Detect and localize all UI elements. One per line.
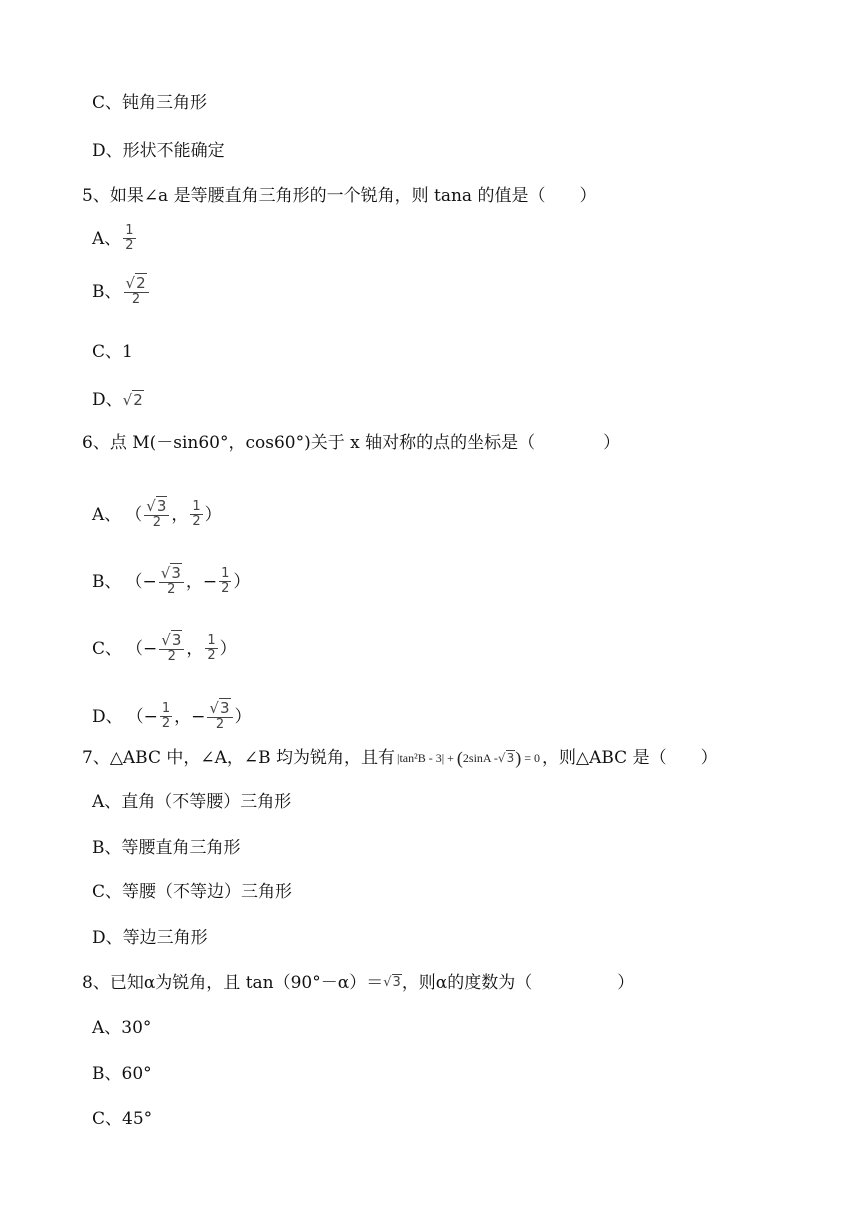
- option-label: B、: [92, 281, 122, 302]
- q5-option-c: [92, 340, 133, 364]
- fraction: [159, 566, 184, 597]
- separator: ，: [171, 504, 189, 525]
- q5-option-d: [92, 388, 144, 412]
- fraction: [219, 567, 231, 596]
- option-label: B、: [92, 1064, 122, 1084]
- open-paren: （: [125, 504, 143, 525]
- sign: −: [143, 638, 158, 659]
- close-paren: ）: [204, 504, 222, 525]
- fraction-numerator: 1: [125, 223, 134, 238]
- formula-part: +: [447, 751, 454, 765]
- radical: √3: [383, 975, 401, 990]
- q7-option-c: [92, 880, 292, 904]
- formula: | tan²B - 3 | + ( 2sinA - √3 ) = 0: [397, 748, 540, 768]
- open-paren: （: [126, 638, 144, 659]
- fraction-numerator: √2: [124, 276, 149, 293]
- fraction-denominator: 2: [167, 582, 176, 597]
- sign: −: [142, 571, 157, 592]
- fraction-numerator: √3: [159, 633, 184, 650]
- option-label: C、: [92, 93, 123, 113]
- fraction-denominator: 2: [192, 514, 201, 529]
- fraction-denominator: 2: [207, 648, 216, 663]
- fraction: [159, 633, 184, 664]
- q7-stem: [82, 746, 718, 770]
- fraction-numerator: 1: [161, 701, 171, 716]
- radicand: 2: [136, 274, 146, 292]
- q6-option-a: [92, 499, 222, 530]
- option-label: A、: [92, 228, 122, 249]
- q7-option-b: [92, 836, 241, 860]
- q5-option-a: [92, 224, 138, 253]
- fraction: [123, 224, 135, 253]
- option-label: C、: [92, 342, 123, 362]
- option-label: D、: [92, 141, 123, 161]
- q7-option-d: [92, 926, 208, 950]
- radicand: 3: [156, 497, 167, 515]
- option-label: A、: [92, 792, 122, 812]
- fraction: [207, 701, 232, 732]
- option-label: D、: [92, 706, 123, 727]
- fraction: [190, 500, 202, 529]
- open-paren: （: [126, 706, 144, 727]
- option-label: D、: [92, 390, 123, 410]
- fraction-numerator: 1: [207, 633, 216, 648]
- q8-stem: [82, 971, 634, 995]
- option-label: A、: [92, 504, 122, 525]
- fraction-numerator: √3: [207, 701, 232, 718]
- close-paren: ）: [234, 706, 252, 727]
- q6-option-b: [92, 566, 250, 597]
- option-text: 钝角三角形: [122, 93, 208, 113]
- q5-stem: 5、如果∠a 是等腰直角三角形的一个锐角，则 tana 的值是（ ）: [82, 186, 597, 206]
- option-text: 45°: [122, 1109, 153, 1129]
- option-text: 等边三角形: [122, 928, 208, 948]
- q6-option-c: [92, 633, 237, 664]
- radicand: 3: [506, 751, 515, 765]
- formula-part: tan²B - 3: [399, 751, 442, 765]
- fraction-numerator: 1: [221, 566, 230, 581]
- fraction-denominator: 2: [125, 238, 134, 253]
- fraction-numerator: 1: [192, 499, 201, 514]
- radicand: 3: [219, 699, 230, 717]
- stem-text: 7、△ABC 中，∠A，∠B 均为锐角，且有: [82, 748, 396, 768]
- paren: (: [456, 748, 463, 768]
- stem-text: ，则△ABC 是（ ）: [542, 748, 718, 768]
- fraction-denominator: 2: [221, 581, 230, 596]
- fraction: [160, 702, 172, 731]
- stem-text: 8、已知α为锐角，且 tan（90°－α）＝: [82, 973, 384, 993]
- sign: −: [191, 706, 206, 727]
- q4-option-c: [92, 91, 207, 115]
- close-paren: ）: [219, 638, 237, 659]
- formula-part: 2sinA -: [462, 751, 498, 765]
- fraction-denominator: 2: [152, 515, 161, 530]
- option-text: 1: [122, 342, 133, 362]
- q7-option-a: [92, 790, 291, 814]
- radicand: 3: [171, 564, 181, 582]
- fraction: [144, 499, 169, 530]
- q4-option-d: [92, 139, 225, 163]
- fraction-numerator: √3: [144, 499, 169, 516]
- abs-bar: |: [397, 751, 400, 765]
- sign: −: [143, 706, 158, 727]
- formula-part: = 0: [524, 751, 540, 765]
- option-text: 等腰直角三角形: [121, 838, 241, 858]
- option-text: 形状不能确定: [122, 141, 225, 161]
- separator: ，: [174, 706, 192, 727]
- fraction-numerator: √3: [159, 566, 184, 583]
- q8-option-a: [92, 1016, 151, 1040]
- option-text: 等腰（不等边）三角形: [122, 882, 293, 902]
- q8-option-b: [92, 1062, 152, 1086]
- stem-text: ，则α的度数为（ ）: [401, 973, 635, 993]
- separator: ，: [185, 571, 203, 592]
- option-label: D、: [92, 928, 123, 948]
- fraction-denominator: 2: [215, 717, 225, 732]
- option-label: C、: [92, 1109, 123, 1129]
- sign: −: [202, 571, 218, 592]
- radicand: 3: [392, 975, 401, 990]
- q5-option-b: [92, 276, 151, 307]
- option-label: C、: [92, 882, 123, 902]
- fraction: [124, 276, 149, 307]
- option-text: 直角（不等腰）三角形: [121, 792, 292, 812]
- fraction-denominator: 2: [131, 292, 141, 307]
- abs-bar: |: [441, 751, 445, 765]
- open-paren: （: [125, 571, 143, 592]
- paren: ): [515, 748, 522, 768]
- option-label: A、: [92, 1018, 122, 1038]
- option-label: B、: [92, 571, 122, 592]
- q6-stem: 6、点 M(－sin60°，cos60°)关于 x 轴对称的点的坐标是（ ）: [82, 433, 621, 453]
- close-paren: ）: [233, 571, 251, 592]
- q6-option-d: [92, 701, 252, 732]
- option-label: C、: [92, 638, 123, 659]
- fraction-denominator: 2: [161, 716, 171, 731]
- q8-option-c: [92, 1107, 152, 1131]
- option-text: 30°: [121, 1018, 152, 1038]
- option-label: B、: [92, 838, 122, 858]
- fraction-denominator: 2: [167, 649, 176, 664]
- radicand: 3: [171, 631, 182, 649]
- radicand: 2: [133, 391, 143, 409]
- radical: √2: [122, 391, 143, 409]
- separator: ，: [186, 638, 204, 659]
- option-text: 60°: [121, 1064, 152, 1084]
- fraction: [205, 634, 217, 663]
